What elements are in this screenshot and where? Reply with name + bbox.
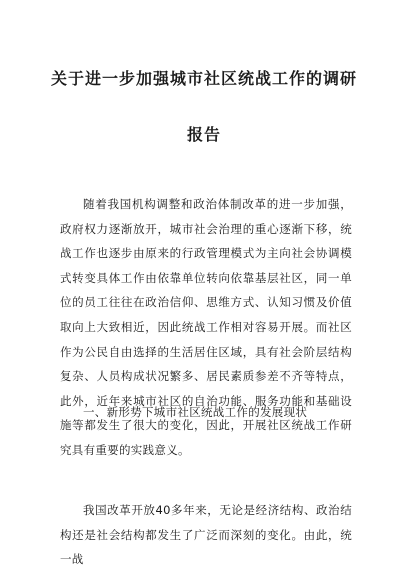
intro-paragraph: 随着我国机构调整和政治体制改革的进一步加强，政府权力逐渐放开，城市社会治理的重心逐渐下移，统战工作也逐步由原来的行政管理模式为主向社会协调模式转变具体工作由依靠单位转向依靠基层社区，同一单位的员工往往在政治信仰、思维方式、认知习惯及价值取向上大致相近，因此统战工作相对容易开展。而社区作为公民自由选择的生活居住区域，具有社会阶层结构复杂、人员构成状况繁多、居民素质参差不齐等特点，此外，近年来城市社区的自治功能、服务功能和基础设施等都发生了很大的变化，因此，开展社区统战工作研究具有重要的实践意义。 (60, 197, 352, 457)
document-title-line-2: 报告 (186, 125, 221, 144)
section-heading: 一、新形势下城市社区统战工作的发展现状 (83, 405, 308, 419)
document-title-line-1: 关于进一步加强城市社区统战工作的调研 (50, 69, 357, 88)
body-paragraph: 我国改革开放40多年来，无论是经济结构、政治结构还是社会结构都发生了广泛而深刻的变化。由此，统一战 (60, 503, 352, 567)
